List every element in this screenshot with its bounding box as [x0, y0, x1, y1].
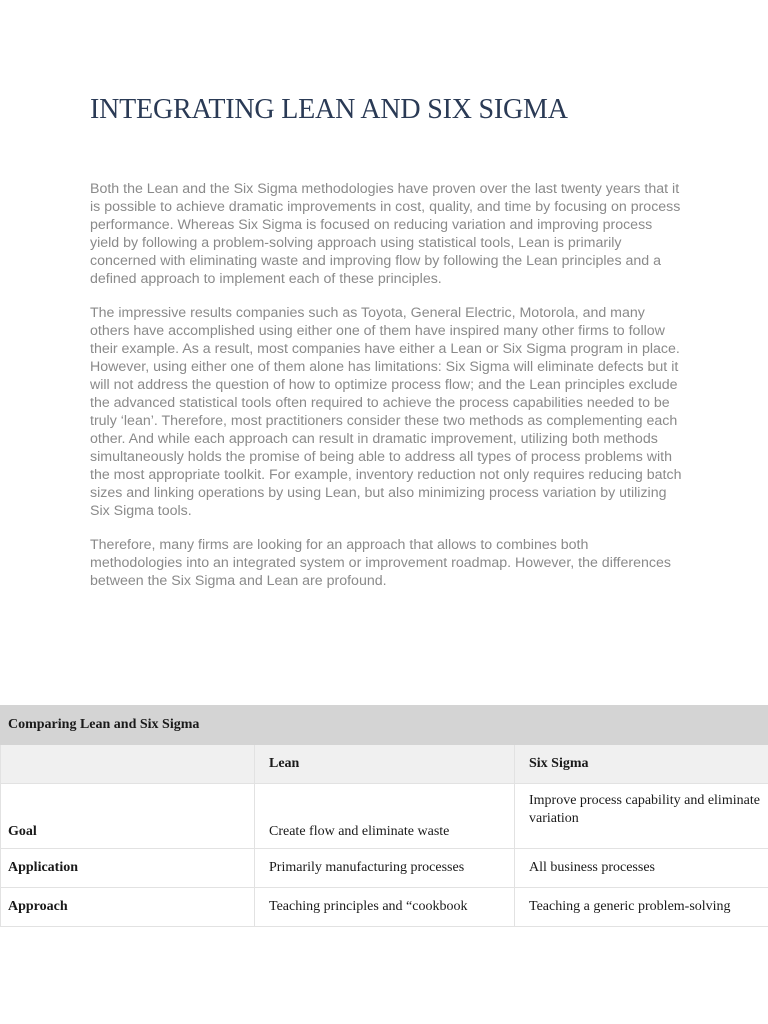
table-cell: Improve process capability and eliminate variation — [515, 784, 768, 849]
column-header-lean: Lean — [255, 745, 515, 784]
paragraph: Therefore, many firms are looking for an approach that allows to combines both methodologies into an integrated system or improvement roadmap. However, the differences between the Six Sigma and Lean are profound. — [90, 537, 671, 589]
table-row — [1, 888, 768, 927]
paragraph: Both the Lean and the Six Sigma methodologies have proven over the last twenty years that it is possible to achieve dramatic improvements in cost, quality, and time by focusing on process performance. Whereas Six Sigma is focused on reducing variation and improving process yield by following a problem-solving approach using statistical tools, Lean is primarily concerned with eliminating waste and improving flow by following the Lean principles and a defined approach to implement each of these principles. — [90, 181, 681, 287]
table-cell: All business processes — [515, 849, 768, 888]
table-caption-row — [1, 706, 768, 745]
table-row — [1, 849, 768, 888]
table-cell: Create flow and eliminate waste — [255, 784, 515, 849]
column-header — [1, 745, 255, 784]
table-caption: Comparing Lean and Six Sigma — [1, 706, 768, 745]
table-header-row — [1, 745, 768, 784]
comparison-table — [0, 705, 768, 927]
table-row — [1, 784, 768, 849]
row-label-approach: Approach — [1, 888, 255, 927]
column-header-six-sigma: Six Sigma — [515, 745, 768, 784]
document-body — [90, 180, 682, 606]
row-label-application: Application — [1, 849, 255, 888]
row-label-goal: Goal — [1, 784, 255, 849]
table-cell: Primarily manufacturing processes — [255, 849, 515, 888]
table-cell: Teaching principles and “cookbook — [255, 888, 515, 927]
paragraph: The impressive results companies such as Toyota, General Electric, Motorola, and many others have accomplished using either one of them have inspired many other firms to follow their example. As a result, most companies have either a Lean or Six Sigma program in place. However, using either one of them alone has limitations: Six Sigma will eliminate defects but it will not address the question of how to optimize process flow; and the Lean principles exclude the advanced statistical tools often required to achieve the process capabilities needed to be truly ‘lean’. Therefore, most practitioners consider these two methods as complementing each other. And while each approach can result in dramatic improvement, utilizing both methods simultaneously holds the promise of being able to address all types of process problems with the most appropriate toolkit. For example, inventory reduction not only requires reducing batch sizes and linking operations by using Lean, but also minimizing process variation by utilizing Six Sigma tools. — [90, 305, 682, 519]
document-title: INTEGRATING LEAN AND SIX SIGMA — [90, 94, 568, 125]
table-cell: Teaching a generic problem-solving — [515, 888, 768, 927]
